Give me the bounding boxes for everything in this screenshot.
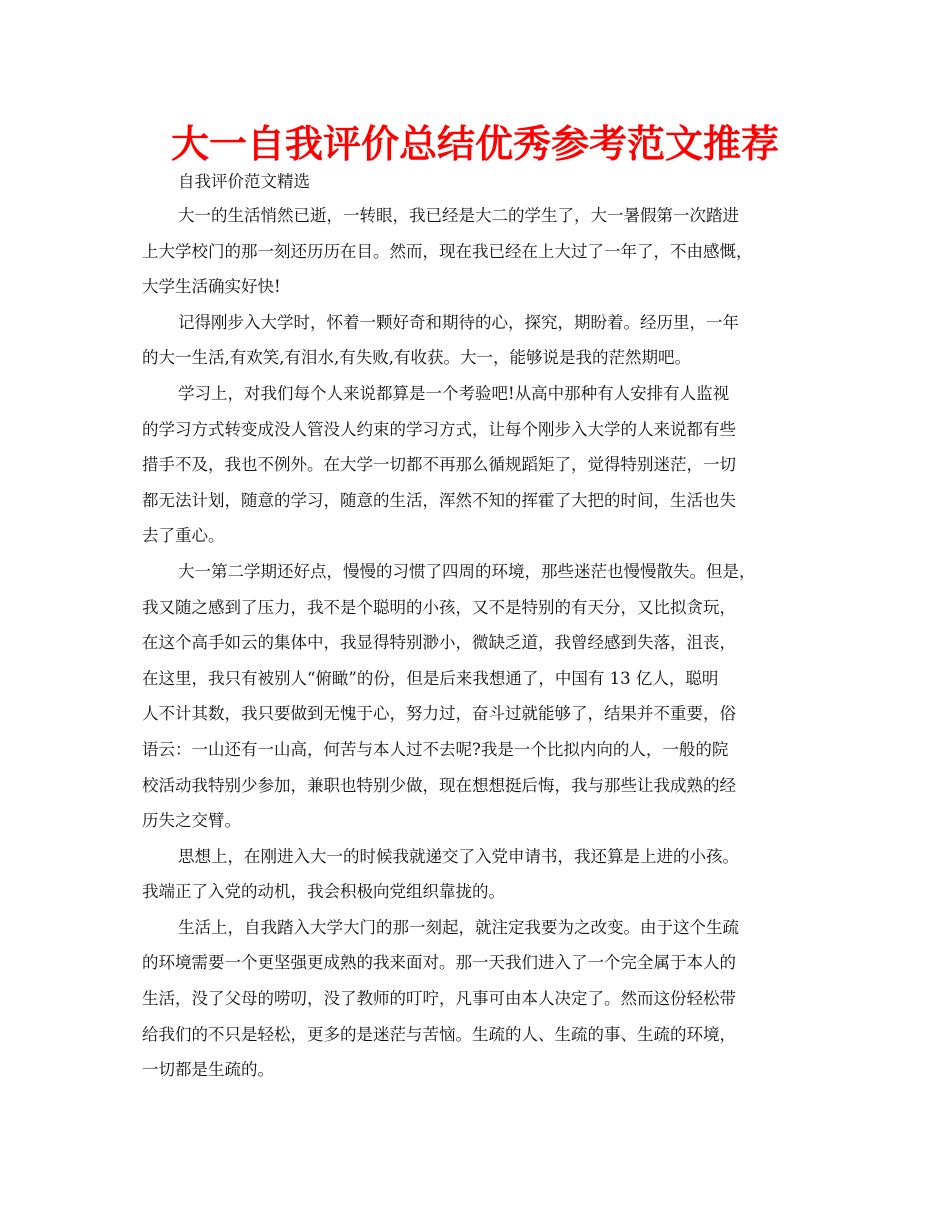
paragraph-line: 措手不及，我也不例外。在大学一切都不再那么循规蹈矩了，觉得特别迷茫，一切 xyxy=(142,455,736,475)
paragraph-line: 给我们的不只是轻松，更多的是迷茫与苦恼。生疏的人、生疏的事、生疏的环境， xyxy=(142,1024,736,1044)
paragraph-line: 上大学校门的那一刻还历历在目。然而，现在我已经在上大过了一年了，不由感慨， xyxy=(142,241,753,261)
paragraph-line: 我又随之感到了压力，我不是个聪明的小孩，又不是特别的有天分，又比拟贪玩， xyxy=(142,597,736,617)
paragraph-line: 校活动我特别少参加，兼职也特别少做，现在想想挺后悔，我与那些让我成熟的经 xyxy=(142,775,736,795)
paragraph-line: 思想上，在刚进入大一的时候我就递交了入党申请书，我还算是上进的小孩。 xyxy=(178,846,739,866)
paragraph xyxy=(142,839,822,910)
paragraph xyxy=(142,198,822,305)
paragraph-line: 学习上，对我们每个人来说都算是一个考验吧!从高中那种有人安排有人监视 xyxy=(178,383,730,403)
paragraph-line: 的大一生活,有欢笑,有泪水,有失败,有收获。大一，能够说是我的茫然期吧。 xyxy=(142,348,691,368)
paragraph xyxy=(142,305,822,376)
paragraph xyxy=(142,910,822,1088)
paragraph-line: 大一第二学期还好点，慢慢的习惯了四周的环境，那些迷茫也慢慢散失。但是， xyxy=(178,561,756,581)
paragraph-line: 在这里，我只有被别人“俯瞰”的份，但是后来我想通了，中国有 13 亿人，聪明 xyxy=(142,668,719,688)
paragraph-line: 在这个高手如云的集体中，我显得特别渺小，微缺乏道，我曾经感到失落，沮丧， xyxy=(142,633,736,653)
document-body xyxy=(142,198,822,1088)
paragraph-line: 都无法计划，随意的学习，随意的生活，浑然不知的挥霍了大把的时间，生活也失 xyxy=(142,490,736,510)
paragraph-line: 记得刚步入大学时，怀着一颗好奇和期待的心，探究，期盼着。经历里，一年 xyxy=(178,312,739,332)
paragraph-line: 去了重心。 xyxy=(142,526,225,546)
paragraph-line: 历失之交臂。 xyxy=(142,811,241,831)
paragraph-line: 大一的生活悄然已逝，一转眼，我已经是大二的学生了，大一暑假第一次踏进 xyxy=(178,206,739,225)
paragraph xyxy=(142,554,822,839)
document-subtitle: 自我评价范文精选 xyxy=(178,172,310,191)
paragraph-line: 语云：一山还有一山高，何苦与本人过不去呢?我是一个比拟内向的人，一般的院 xyxy=(142,739,729,759)
paragraph-line: 的学习方式转变成没人管没人约束的学习方式，让每个刚步入大学的人来说都有些 xyxy=(142,419,736,439)
paragraph-line: 生活上，自我踏入大学大门的那一刻起，就注定我要为之改变。由于这个生疏 xyxy=(178,917,739,937)
document-title: 大一自我评价总结优秀参考范文推荐 xyxy=(170,122,779,166)
paragraph xyxy=(142,376,822,554)
paragraph-line: 我端正了入党的动机，我会积极向党组织靠拢的。 xyxy=(142,882,505,902)
paragraph-line: 人不计其数，我只要做到无愧于心，努力过，奋斗过就能够了，结果并不重要，俗 xyxy=(142,704,736,724)
paragraph-line: 的环境需要一个更坚强更成熟的我来面对。那一天我们进入了一个完全属于本人的 xyxy=(142,953,736,973)
paragraph-line: 一切都是生疏的。 xyxy=(142,1060,274,1080)
paragraph-line: 生活，没了父母的唠叨，没了教师的叮咛，凡事可由本人决定了。然而这份轻松带 xyxy=(142,989,736,1009)
paragraph-line: 大学生活确实好快! xyxy=(142,277,281,297)
